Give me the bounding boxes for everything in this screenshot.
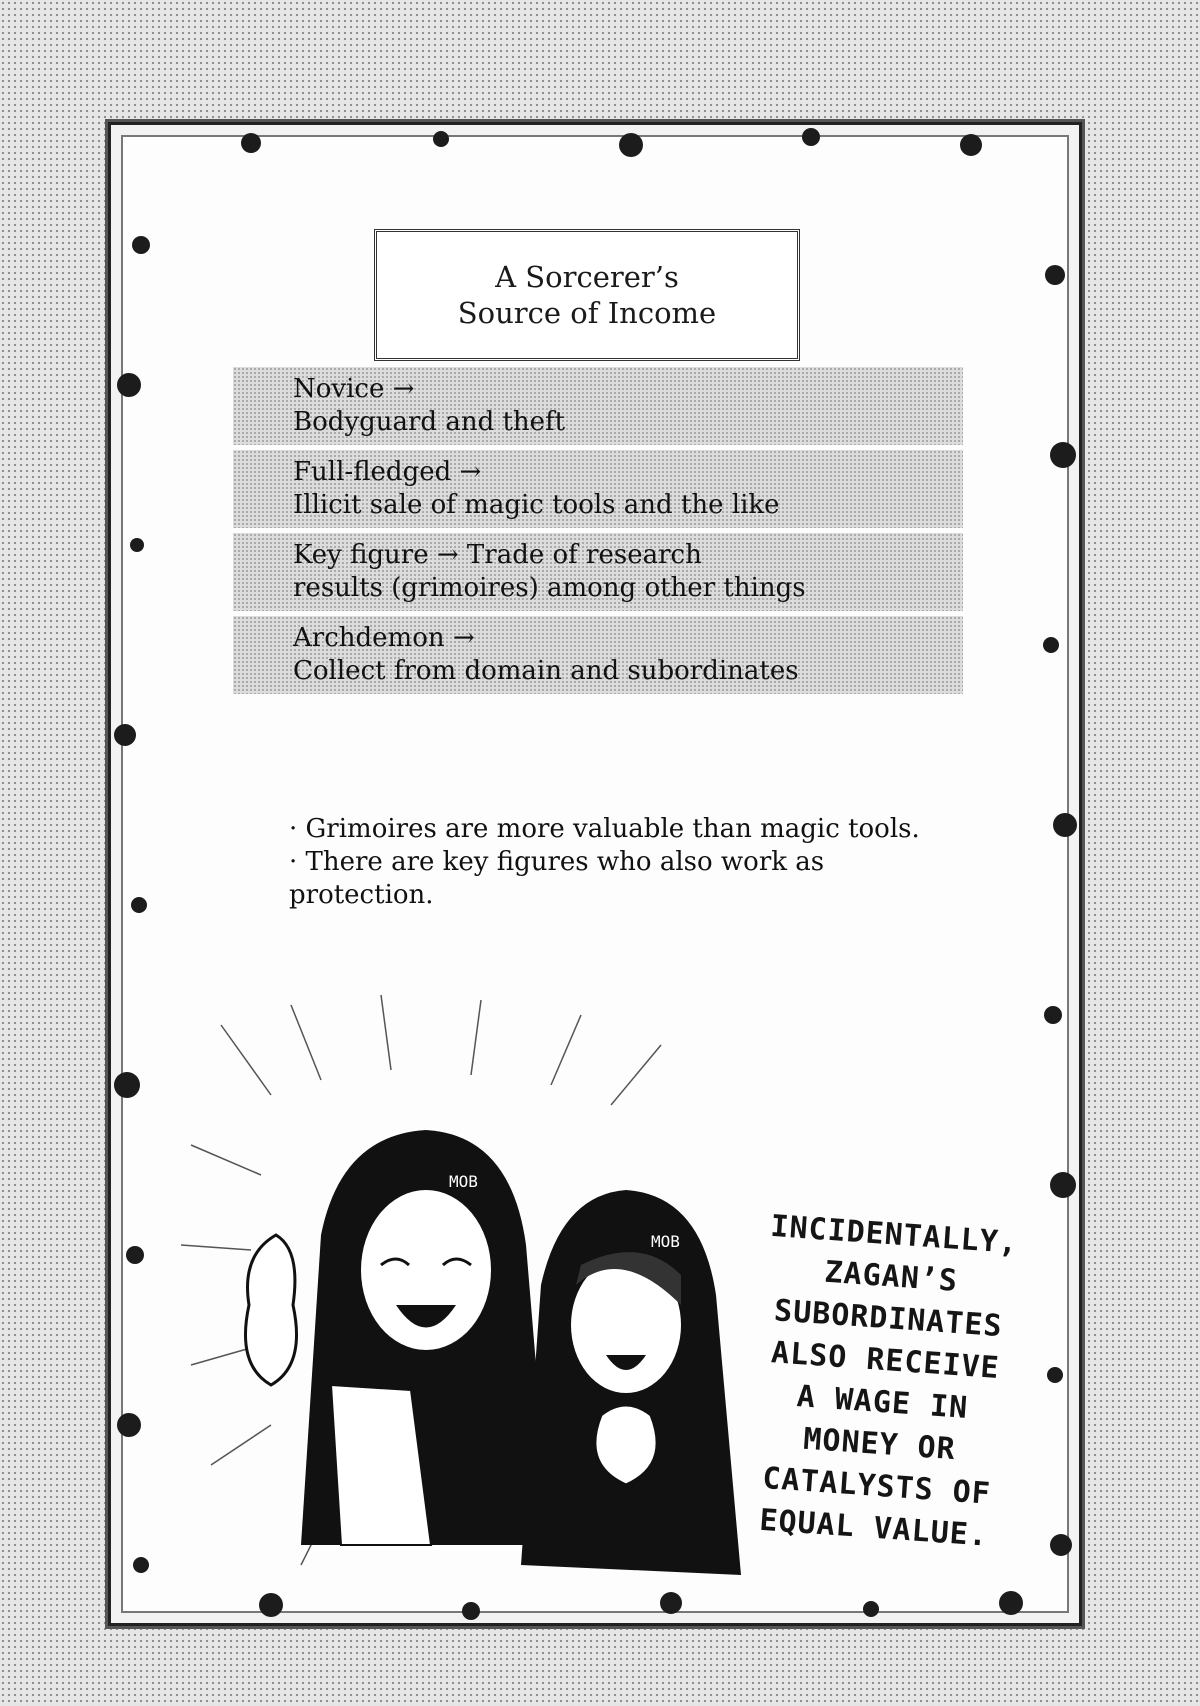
mob-label-left: MOB bbox=[449, 1172, 478, 1191]
parchment-page bbox=[108, 122, 1082, 1626]
income-row-full-fledged bbox=[233, 450, 963, 528]
notes-list bbox=[289, 813, 969, 912]
caption-line: CATALYSTS OF bbox=[761, 1460, 992, 1512]
income-row-archdemon bbox=[233, 616, 963, 694]
row-rank: Full-fledged → bbox=[293, 457, 482, 487]
row-income: Illicit sale of magic tools and the like bbox=[293, 490, 780, 520]
caption-line: A WAGE IN bbox=[795, 1379, 970, 1426]
row-rank: Key figure → Trade of research bbox=[293, 540, 702, 570]
caption-line: MONEY OR bbox=[802, 1421, 957, 1468]
caption-line: ZAGAN’S bbox=[823, 1254, 960, 1299]
caption-line: INCIDENTALLY, bbox=[769, 1208, 1019, 1262]
caption-line: SUBORDINATES bbox=[772, 1293, 1004, 1345]
row-income: Bodyguard and theft bbox=[293, 407, 566, 437]
note-line: · There are key figures who also work as bbox=[289, 847, 825, 877]
note-line: · Grimoires are more valuable than magic tools. bbox=[289, 814, 920, 844]
row-rank: Archdemon → bbox=[293, 623, 475, 653]
hooded-subordinates-illustration bbox=[181, 985, 781, 1605]
caption-line: EQUAL VALUE. bbox=[758, 1502, 989, 1554]
mob-label-right: MOB bbox=[651, 1232, 680, 1251]
income-row-novice bbox=[233, 367, 963, 445]
title-line-2: Source of Income bbox=[457, 296, 717, 330]
row-income: Collect from domain and subordinates bbox=[293, 656, 799, 686]
title-line-1: A Sorcerer’s bbox=[495, 260, 679, 294]
title-box bbox=[374, 229, 800, 361]
row-income: results (grimoires) among other things bbox=[293, 573, 806, 603]
handwritten-caption bbox=[708, 1203, 1061, 1561]
income-row-key-figure bbox=[233, 533, 963, 611]
caption-line: ALSO RECEIVE bbox=[770, 1335, 1001, 1387]
row-rank: Novice → bbox=[293, 374, 415, 404]
note-line: protection. bbox=[289, 880, 434, 910]
